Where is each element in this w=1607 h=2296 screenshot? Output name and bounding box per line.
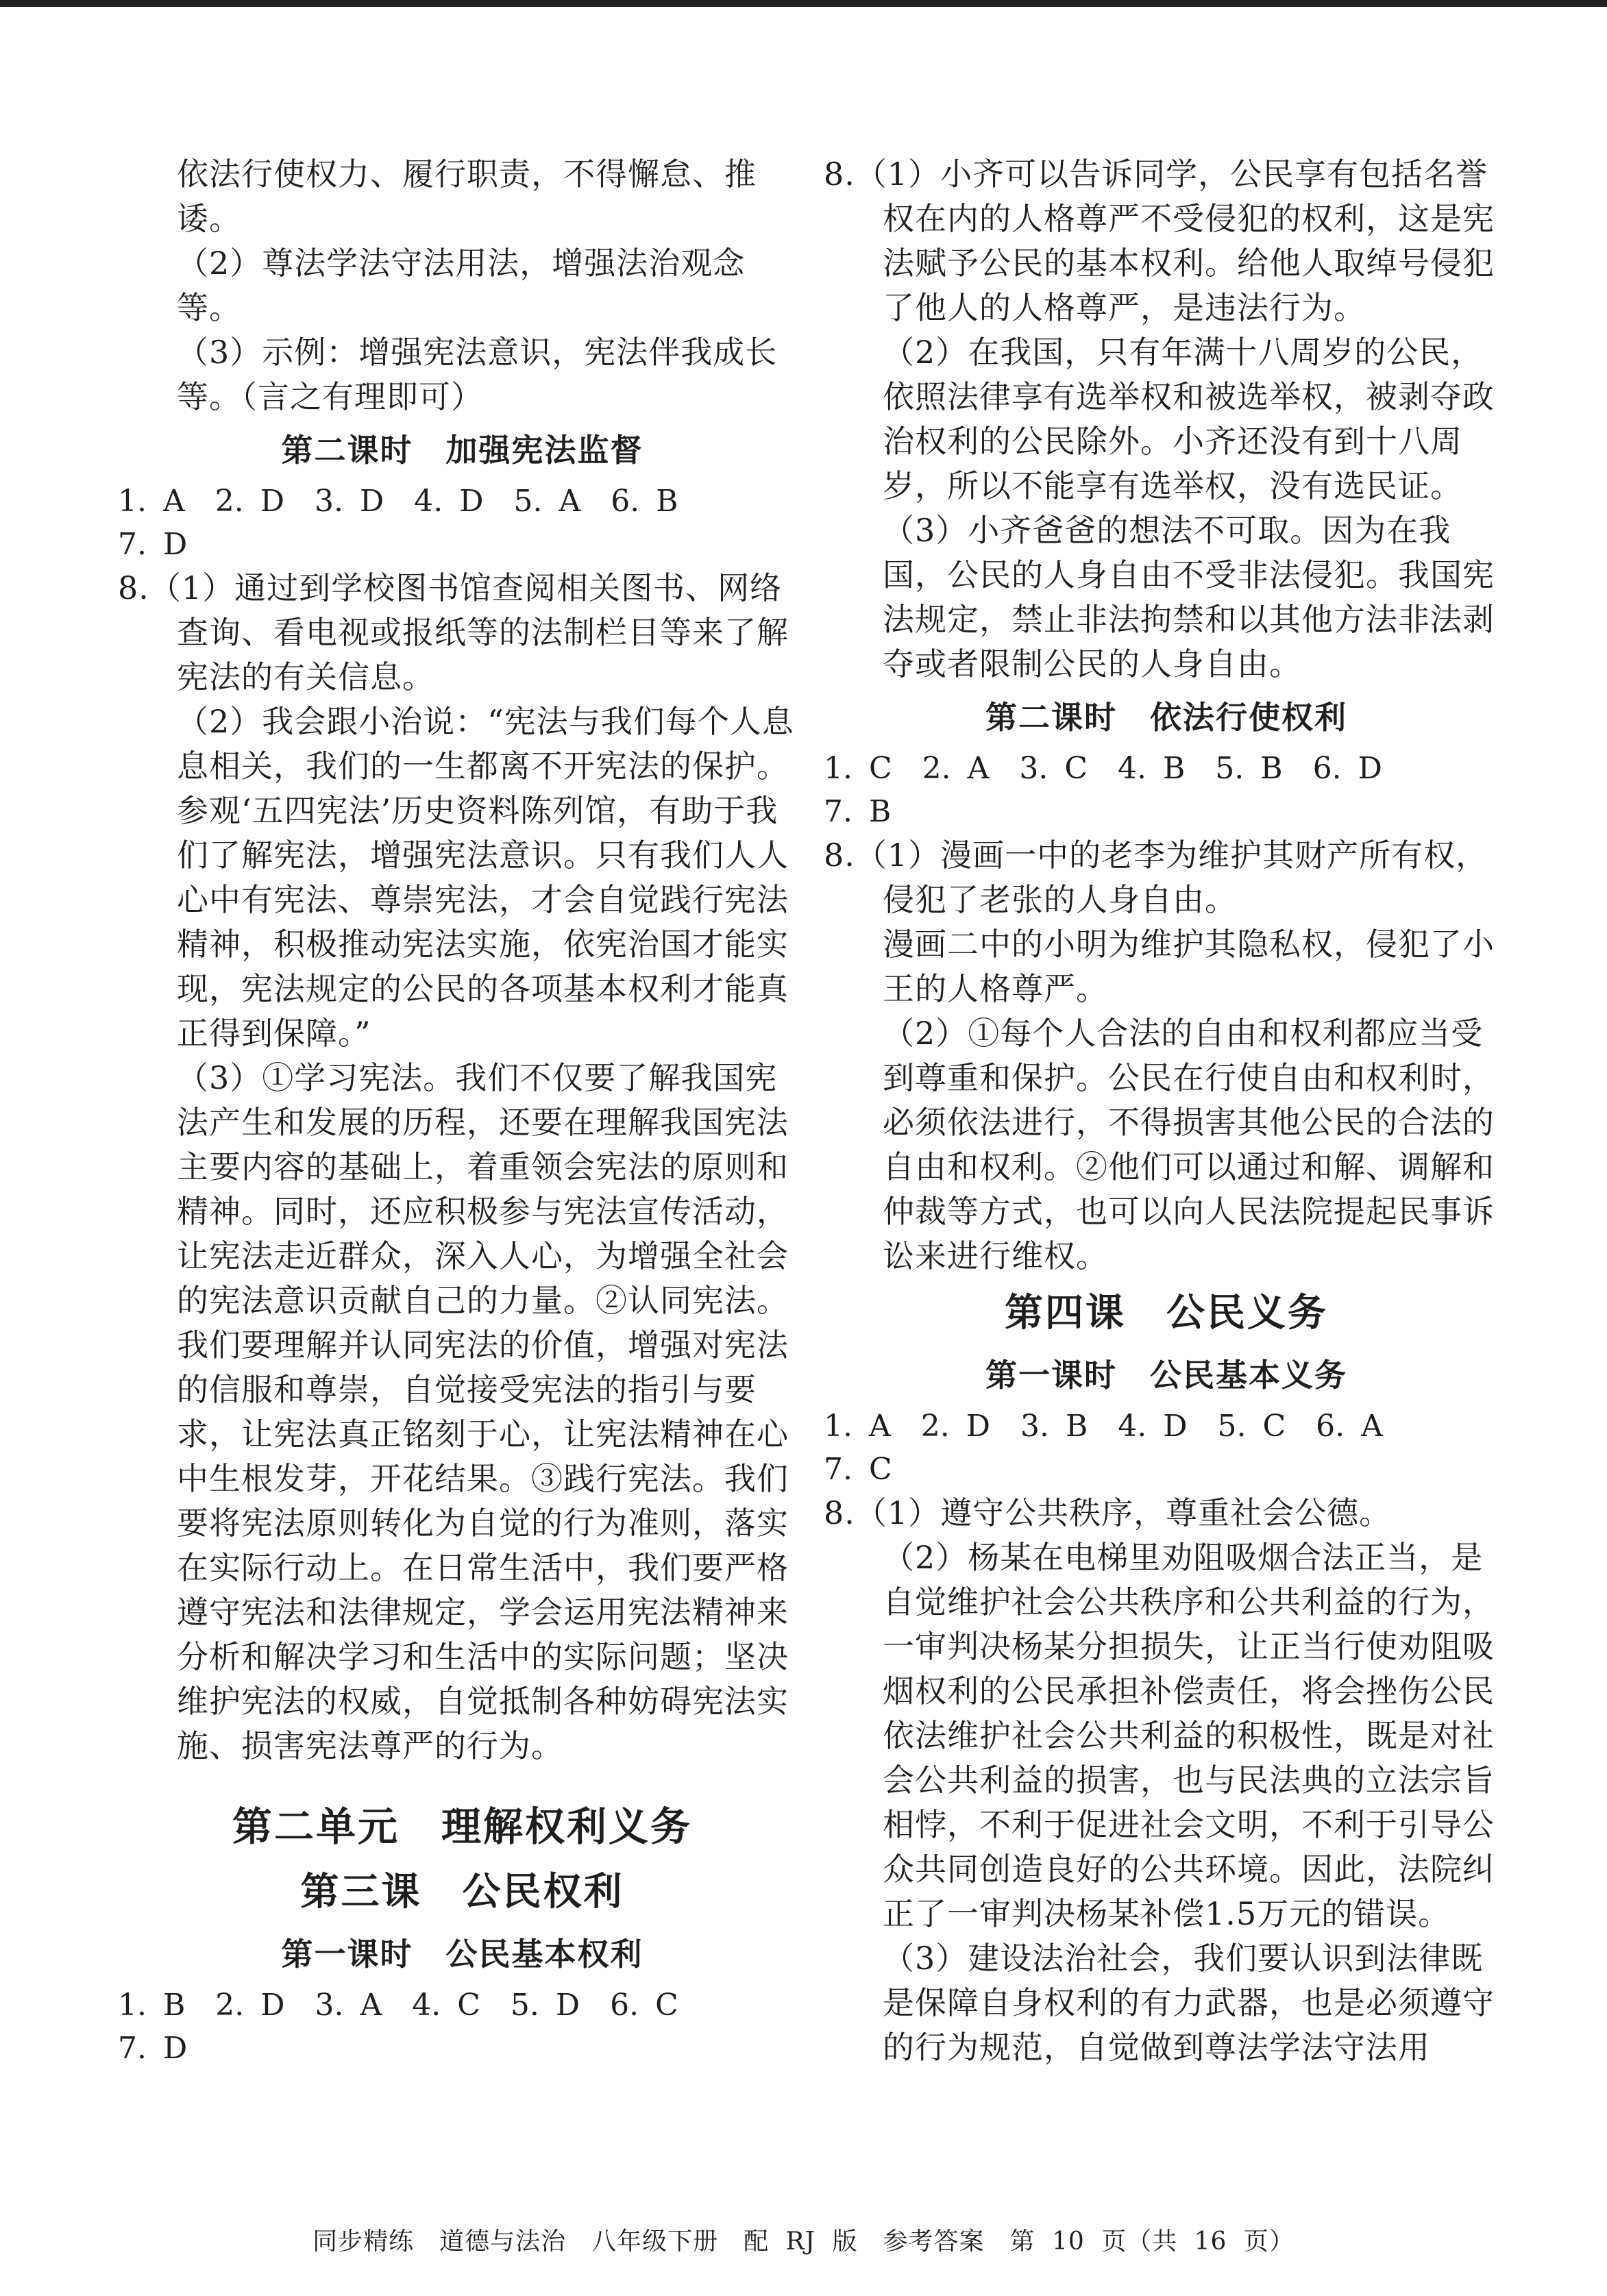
answer-key-line: 7. C	[824, 1452, 892, 1487]
answer-text: 漫画二中的小明为维护其隐私权，侵犯了小王的人格尊严。	[883, 926, 1495, 1007]
answer-key-line: 1. B 2. D 3. A 4. C 5. D 6. C	[118, 1988, 678, 2023]
answer-text: （2）杨某在电梯里劝阻吸烟合法正当，是自觉维护社会公共秩序和公共利益的行为，一审判决杨某分担损失，让正当行使劝阻吸烟权利的公民承担补偿责任，将会挫伤公民依法维护社会公共利益的积极性，既是对社会公共利益的损害，也与民法典的立法宗旨相悖，不利于促进社会文明，不利于引导公众共同创造良好的公共环境。因此，法院纠正了一审判决杨某补偿1.5万元的错误。	[883, 1539, 1495, 1932]
question-8-answer: 8.（1）通过到学校图书馆查阅相关图书、网络查询、看电视或报纸等的法制栏目等来了解宪法的有关信息。	[118, 569, 789, 695]
answer-text: （2）在我国，只有年满十八周岁的公民，依照法律享有选举权和被选举权，被剥夺政治权利的公民除外。小齐还没有到十八周岁，所以不能享有选举权，没有选民证。	[883, 334, 1495, 504]
lesson-heading: 第一课时 公民基本权利	[281, 1936, 643, 1973]
course-heading: 第四课 公民义务	[1005, 1291, 1328, 1335]
lesson-heading: 第二课时 加强宪法监督	[281, 432, 643, 469]
answer-text: （2）我会跟小治说：“宪法与我们每个人息息相关，我们的一生都离不开宪法的保护。参观‘五四宪法’历史资料陈列馆，有助于我们了解宪法，增强宪法意识。只有我们人人心中有宪法、尊崇宪法，才会自觉践行宪法精神，积极推动宪法实施，依宪治国才能实现，宪法规定的公民的各项基本权利才能真正得到保障。”	[177, 703, 794, 1052]
answer-key-line: 1. A 2. D 3. D 4. D 5. A 6. B	[118, 484, 678, 519]
answer-key-line: 1. A 2. D 3. B 4. D 5. C 6. A	[824, 1409, 1383, 1444]
lesson-heading: 第二课时 依法行使权利	[985, 699, 1347, 736]
left-column	[118, 152, 807, 2070]
page-footer: 同步精练 道德与法治 八年级下册 配 RJ 版 参考答案 第 10 页（共 16 页）	[312, 2227, 1295, 2256]
right-column	[824, 152, 1509, 2070]
question-8-answer: 8.（1）漫画一中的老李为维护其财产所有权，侵犯了老张的人身自由。	[824, 837, 1488, 918]
answer-text: （2）尊法学法守法用法，增强法治观念等。	[177, 245, 746, 326]
top-border-line	[0, 0, 1607, 7]
answer-key-line: 1. C 2. A 3. C 4. B 5. B 6. D	[824, 751, 1382, 786]
answer-key-line: 7. D	[118, 2031, 188, 2066]
answer-text: （2）①每个人合法的自由和权利都应当受到尊重和保护。公民在行使自由和权利时，必须依法进行，不得损害其他公民的合法的自由和权利。②他们可以通过和解、调解和仲裁等方式，也可以向人民法院提起民事诉讼来进行维权。	[883, 1015, 1495, 1274]
lesson-heading: 第一课时 公民基本义务	[985, 1357, 1347, 1394]
course-heading: 第三课 公民权利	[300, 1870, 624, 1914]
answer-text: （3）①学习宪法。我们不仅要了解我国宪法产生和发展的历程，还要在理解我国宪法主要内容的基础上，着重领会宪法的原则和精神。同时，还应积极参与宪法宣传活动，让宪法走近群众，深入人心，为增强全社会的宪法意识贡献自己的力量。②认同宪法。我们要理解并认同宪法的价值，增强对宪法的信服和尊崇，自觉接受宪法的指引与要求，让宪法真正铭刻于心，让宪法精神在心中生根发芽，开花结果。③践行宪法。我们要将宪法原则转化为自觉的行为准则，落实在实际行动上。在日常生活中，我们要严格遵守宪法和法律规定，学会运用宪法精神来分析和解决学习和生活中的实际问题；坚决维护宪法的权威，自觉抵制各种妨碍宪法实施、损害宪法尊严的行为。	[177, 1059, 789, 1764]
answer-text: （3）建设法治社会，我们要认识到法律既是保障自身权利的有力武器，也是必须遵守的行为规范，自觉做到尊法学法守法用	[883, 1940, 1495, 2066]
question-8-answer: 8.（1）小齐可以告诉同学，公民享有包括名誉权在内的人格尊严不受侵犯的权利，这是宪法赋予公民的基本权利。给他人取绰号侵犯了他人的人格尊严，是违法行为。	[824, 156, 1495, 326]
answer-key-line: 7. B	[824, 794, 892, 829]
unit-heading: 第二单元 理解权利义务	[232, 1803, 692, 1850]
answer-key-line: 7. D	[118, 527, 188, 562]
answer-text: （3）示例：增强宪法意识，宪法伴我成长等。（言之有理即可）	[177, 334, 778, 415]
question-8-answer: 8.（1）遵守公共秩序，尊重社会公德。	[824, 1494, 1392, 1531]
answer-text: 依法行使权力、履行职责，不得懈怠、推诿。	[177, 156, 757, 237]
answer-text: （3）小齐爸爸的想法不可取。因为在我国，公民的人身自由不受非法侵犯。我国宪法规定，禁止非法拘禁和以其他方法非法剥夺或者限制公民的人身自由。	[883, 512, 1495, 682]
